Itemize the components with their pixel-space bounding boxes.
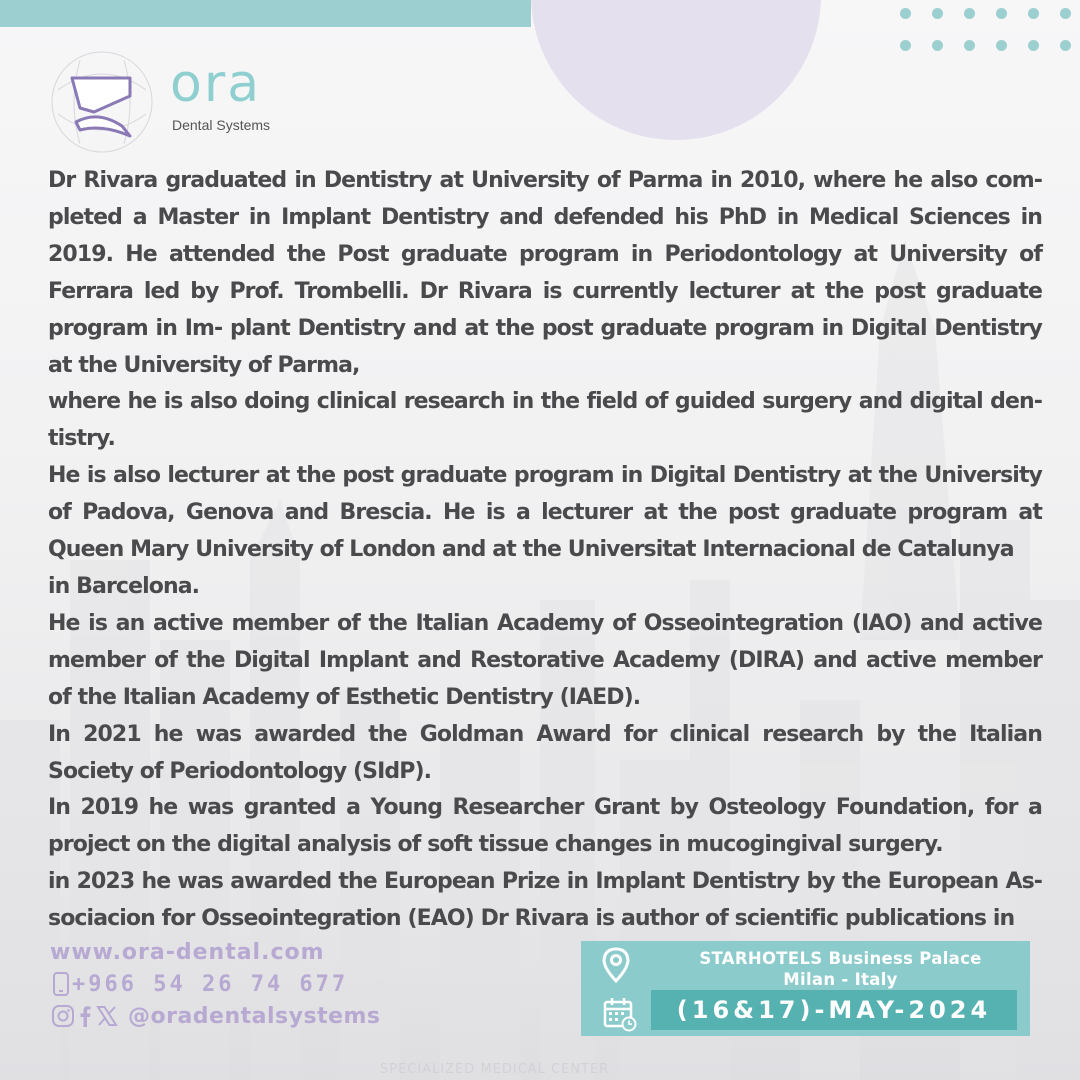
phone-number[interactable]: +966 54 26 74 677: [72, 971, 349, 997]
ora-logo-icon: [50, 50, 154, 154]
bio-paragraph: in Barcelona.: [48, 573, 200, 599]
center-name-watermark: SPECIALIZED MEDICAL CENTER: [380, 1062, 610, 1077]
bio-paragraph: He is also lecturer at the post graduate program in Digital Dentistry at the University of Padova, Genova and Brescia. He is a lecturer at the post graduate program at Queen Mary University of London and at the Universitat Internacional de Catalunya: [48, 463, 1042, 563]
social-row: [50, 1000, 470, 1032]
phone-row: [50, 968, 470, 1000]
decorative-dots: [900, 8, 1050, 52]
brand-subtitle: Dental Systems: [172, 117, 271, 133]
bio-paragraph: In 2019 he was granted a Young Researcher Grant by Osteology Foundation, for a project on the digital analysis of soft tissue changes in mucogingival surgery.: [48, 795, 1042, 858]
top-accent-bar: [0, 0, 531, 27]
bio-paragraph: Dr Rivara graduated in Dentistry at University of Parma in 2010, where he also com- pleted a Master in Implant Dentistry and defended his PhD in Medical Sciences in 2019. He attended the Post graduate program in Periodontology at University of Ferrara led by Prof. Trombelli. Dr Rivara is currently lecturer at the post graduate program in Im- plant Dentistry and at the post graduate program in Digital Dentistry at the University of Parma,: [48, 168, 1042, 378]
event-date-box: [651, 990, 1017, 1030]
phone-icon: [50, 971, 72, 997]
calendar-icon: [603, 996, 637, 1032]
brand-name: ora: [170, 54, 262, 114]
bio-paragraph: where he is also doing clinical research in the field of guided surgery and digital den- tistry.: [48, 389, 1042, 452]
venue-line1: STARHOTELS Business Palace: [699, 949, 982, 968]
contact-block: [50, 938, 470, 1032]
website-link[interactable]: www.ora-dental.com: [50, 940, 325, 965]
event-date: (16&17)-MAY-2024: [676, 996, 992, 1024]
bio-paragraph: in 2023 he was awarded the European Prize in Implant Dentistry by the European As- sociacion for Osseointegration (EAO) Dr Rivara is author of scientific publications in: [48, 869, 1042, 932]
social-handle[interactable]: @oradentalsystems: [128, 1003, 381, 1029]
x-icon[interactable]: [94, 1003, 120, 1029]
bio-paragraph: He is an active member of the Italian Academy of Osseointegration (IAO) and active member of the Digital Implant and Restorative Academy (DIRA) and active member of the Italian Academy of Esthetic Dentistry (IAED).: [48, 610, 1042, 710]
event-venue-box: [581, 941, 1030, 1036]
facebook-icon[interactable]: [76, 1003, 94, 1029]
speaker-bio: [48, 163, 1042, 938]
bio-paragraph: In 2021 he was awarded the Goldman Award for clinical research by the Italian Society of Periodontology (SIdP).: [48, 721, 1042, 784]
instagram-icon[interactable]: [50, 1003, 76, 1029]
venue-name: [651, 948, 1030, 990]
location-pin-icon: [601, 947, 631, 983]
venue-line2: Milan - Italy: [783, 970, 898, 989]
